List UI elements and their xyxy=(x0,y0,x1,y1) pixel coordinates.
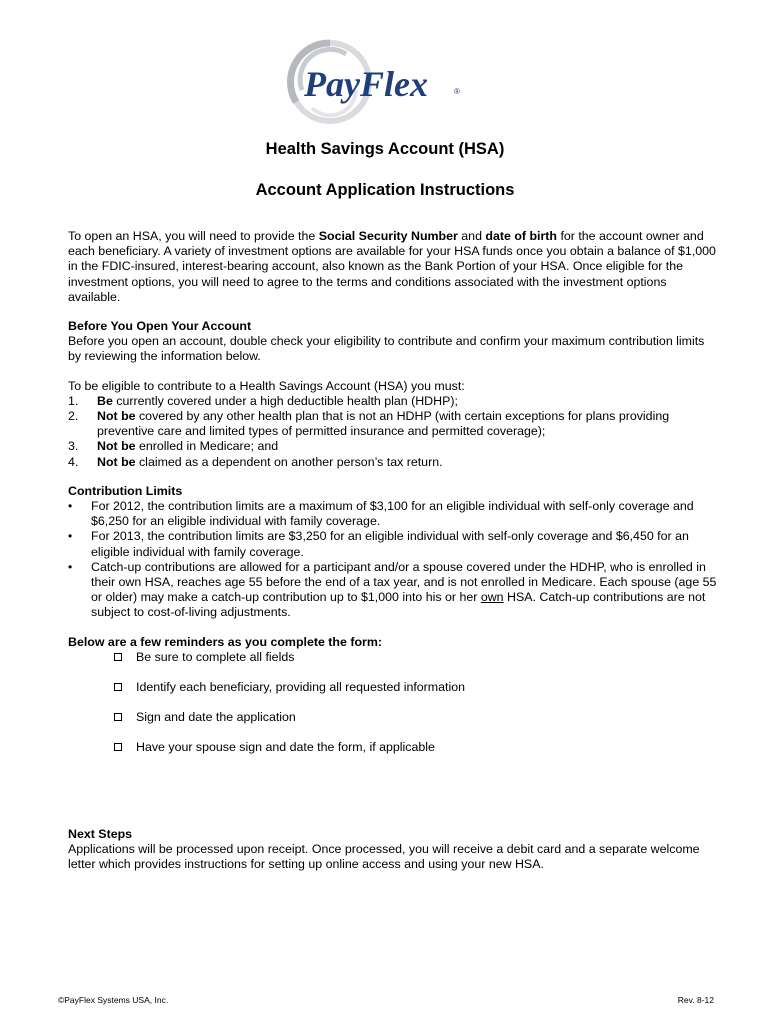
intro-dob: date of birth xyxy=(485,229,557,243)
item-number: 2. xyxy=(68,409,79,424)
bullet-icon: • xyxy=(68,559,73,574)
eligibility-item-4 xyxy=(68,455,720,470)
reminder-item xyxy=(68,710,720,725)
eligibility-item-3 xyxy=(68,439,720,454)
checkbox-icon xyxy=(114,653,122,661)
eligibility-list xyxy=(68,394,720,470)
reminder-text: Have your spouse sign and date the form, if applicable xyxy=(136,739,435,754)
bullet-icon: • xyxy=(68,499,73,514)
before-heading: Before You Open Your Account xyxy=(68,319,252,334)
reminder-item xyxy=(68,740,720,755)
intro-text-2: and xyxy=(457,229,486,243)
item-bold: Be xyxy=(97,393,113,408)
item-bold: Not be xyxy=(97,439,136,454)
reminder-item xyxy=(68,650,720,665)
limits-item-catch-up xyxy=(68,560,720,621)
document-body xyxy=(68,229,720,872)
limits-list xyxy=(68,499,720,621)
logo-brand-text: PayFlex xyxy=(304,64,428,104)
checkbox-icon xyxy=(114,713,122,721)
reminder-item xyxy=(68,680,720,695)
reminders-checklist xyxy=(68,650,720,755)
item-text: enrolled in Medicare; and xyxy=(135,439,279,454)
item-bold: Not be xyxy=(97,454,136,469)
item-number: 1. xyxy=(68,393,79,408)
item-text: currently covered under a high deductible health plan (HDHP); xyxy=(112,393,458,408)
intro-paragraph xyxy=(68,229,720,305)
eligibility-item-2 xyxy=(68,409,720,439)
item-number: 4. xyxy=(68,454,79,469)
intro-text-3: for the account owner and each beneficiary. A variety of investment options are available for your HSA funds once you obtain a balance of $1,000 in the FDIC-insured, interest-bearing account, also known as the Bank Portion of your HSA. Once eligible for the investment options, you will need to agree to the terms and conditions associated with the investment options available. xyxy=(68,229,716,304)
limits-item-2013 xyxy=(68,529,720,559)
limits-heading: Contribution Limits xyxy=(68,483,183,498)
payflex-logo xyxy=(272,38,468,124)
item-text: For 2013, the contribution limits are $3,250 for an eligible individual with self-only coverage and $6,450 for an eligible individual with family coverage. xyxy=(91,529,689,559)
item-text-post: HSA. Catch-up contributions are not subject to cost-of-living adjustments. xyxy=(91,590,706,620)
footer-copyright: ©PayFlex Systems USA, Inc. xyxy=(58,995,169,1005)
document-subtitle: Account Application Instructions xyxy=(255,181,515,199)
payflex-logo-graphic xyxy=(272,38,468,124)
next-steps-text: Applications will be processed upon receipt. Once processed, you will receive a debit card and a separate welcome letter which provides instructions for setting up online access and using your new HSA. xyxy=(68,842,700,872)
item-bold: Not be xyxy=(97,409,136,424)
item-text: For 2012, the contribution limits are a maximum of $3,100 for an eligible individual with self-only coverage and $6,250 for an eligible individual with family coverage. xyxy=(91,499,694,529)
eligibility-lead: To be eligible to contribute to a Health Savings Account (HSA) you must: xyxy=(68,378,465,393)
bullet-icon: • xyxy=(68,529,73,544)
item-text: covered by any other health plan that is not an HDHP (with certain exceptions for plans providing preventive care and limited types of permitted insurance and permitted coverage); xyxy=(97,409,670,439)
document-title: Health Savings Account (HSA) xyxy=(265,140,505,158)
item-text-pre: Catch-up contributions are allowed for a participant and/or a spouse covered under the HDHP, who is enrolled in their own HSA, reaches age 55 before the end of a tax year, and is not enrolled in Medicare. Each spouse (age 55 or older) may make a catch-up contribution up to $1,000 into his or her xyxy=(91,559,717,605)
eligibility-item-1 xyxy=(68,394,720,409)
item-text: claimed as a dependent on another person’s tax return. xyxy=(135,454,443,469)
reminder-text: Sign and date the application xyxy=(136,709,296,724)
intro-text-1: To open an HSA, you will need to provide the xyxy=(68,229,319,243)
intro-ssn: Social Security Number xyxy=(318,229,458,243)
logo-registered-mark: ® xyxy=(454,87,460,96)
limits-item-2012 xyxy=(68,499,720,529)
next-steps-heading: Next Steps xyxy=(68,826,133,841)
reminder-text: Be sure to complete all fields xyxy=(136,649,295,664)
item-underlined-word: own xyxy=(480,590,504,605)
reminder-text: Identify each beneficiary, providing all requested information xyxy=(136,679,465,694)
reminders-heading: Below are a few reminders as you complete the form: xyxy=(68,634,382,649)
footer-revision: Rev. 8-12 xyxy=(677,995,714,1005)
checkbox-icon xyxy=(114,743,122,751)
item-number: 3. xyxy=(68,439,79,454)
before-text: Before you open an account, double check your eligibility to contribute and confirm your maximum contribution limits by reviewing the information below. xyxy=(68,334,705,364)
checkbox-icon xyxy=(114,683,122,691)
